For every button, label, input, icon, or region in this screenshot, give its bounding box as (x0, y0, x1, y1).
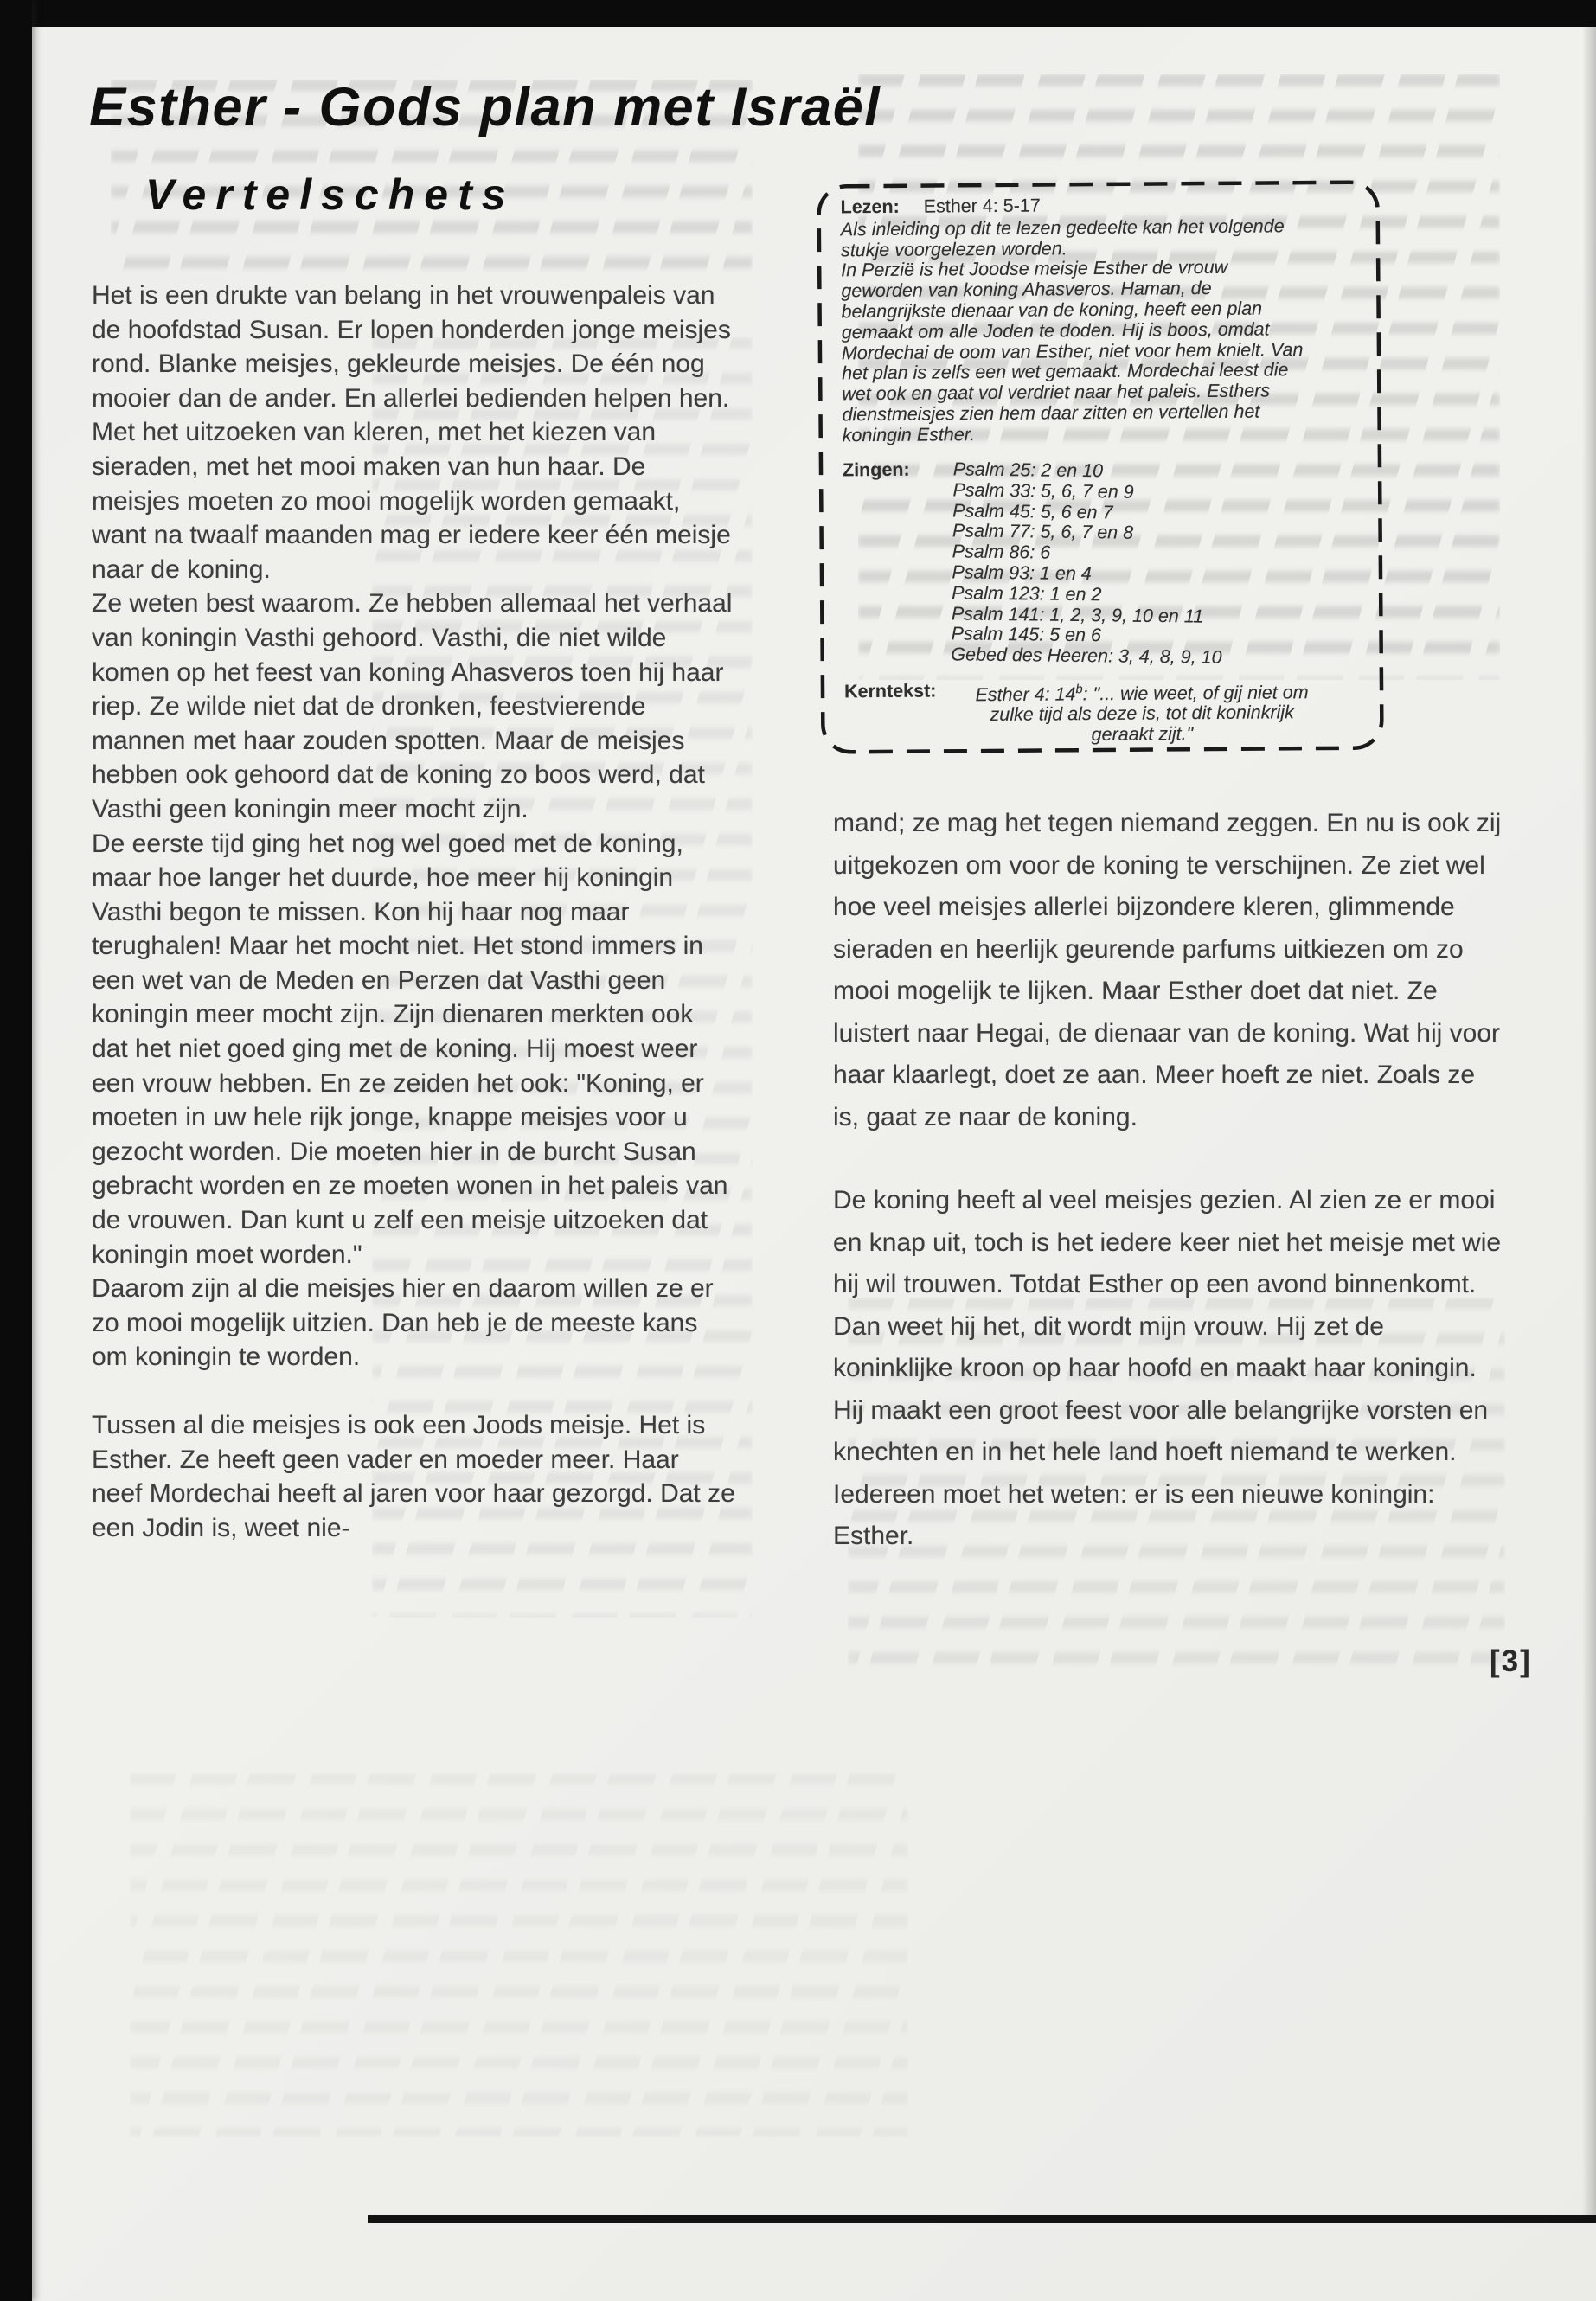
psalm-item: Gebed des Heeren: 3, 4, 8, 9, 10 (951, 644, 1222, 668)
psalm-item: Psalm 45: 5, 6 en 7 (952, 499, 1113, 522)
bleedthrough-artifact (130, 1773, 908, 2137)
scan-edge-top (0, 0, 1596, 27)
kerntekst-text (972, 678, 1312, 747)
psalm-item: Psalm 141: 1, 2, 3, 9, 10 en 11 (951, 602, 1204, 626)
psalm-item: Psalm 145: 5 en 6 (951, 623, 1102, 646)
lezen-row (841, 194, 1308, 218)
left-paragraph-2: Ze weten best waarom. Ze hebben allemaal het verhaal van koningin Vasthi gehoord. Vasthi, die niet wilde komen op het feest van koning Ahasveros toen hij haar riep. Ze wilde niet dat de dronken, feestvierende mannen met haar zouden spotten. Maar de meisjes hebben ook gehoord dat de koning zo boos werd, dat Vasthi geen koningin meer mocht zijn. (92, 589, 733, 824)
left-paragraph-1: Het is een drukte van belang in het vrouwenpaleis van de hoofdstad Susan. Er lopen honderden jonge meisjes rond. Blanke meisjes, gekleurde meisjes. De één nog mooier dan de ander. En allerlei bedienden helpen hen. Met het uitzoeken van kleren, met het kiezen van sieraden, met het mooi maken van hun haar. De meisjes moeten zo mooi mogelijk worden gemaakt, want na twaalf maanden mag er iedere keer één meisje naar de koning. (92, 281, 731, 584)
psalm-list (951, 459, 1224, 669)
page-number: [3] (1490, 1644, 1532, 1678)
info-box (816, 179, 1384, 754)
kerntekst-row (844, 678, 1312, 748)
lezen-reference: Esther 4: 5-17 (923, 195, 1041, 217)
kerntekst-reference: Esther 4: 14 (975, 683, 1076, 705)
right-paragraph-1: mand; ze mag het tegen niemand zeggen. En nu is ook zij uitgekozen om voor de koning te verschijnen. Ze ziet wel hoe veel meisjes allerlei bijzondere kleren, glimmende sieraden en heerlijk geurende parfums uitkiezen om zo mooi mogelijk te lijken. Maar Esther doet dat niet. Ze luistert naar Hegai, de dienaar van de koning. Wat hij voor haar klaarlegt, doet ze aan. Meer hoeft ze niet. Zoals ze is, gaat ze naar de koning. (833, 809, 1502, 1131)
kerntekst-quote: : "... wie weet, of gij niet om zulke tijd als deze is, tot dit koninkrijk geraakt zijt." (990, 681, 1309, 746)
psalm-item: Psalm 33: 5, 6, 7 en 9 (952, 478, 1134, 503)
scan-edge-right (1582, 27, 1596, 2215)
kerntekst-label: Kerntekst: (843, 680, 937, 702)
psalm-item: Psalm 77: 5, 6, 7 en 8 (952, 520, 1134, 543)
left-column (92, 279, 736, 1545)
left-paragraph-5: Tussen al die meisjes is ook een Joods meisje. Het is Esther. Ze heeft geen vader en moeder meer. Haar neef Mordechai heeft al jaren voor haar gezorgd. Dat ze een Jodin is, weet nie- (92, 1411, 735, 1542)
page-subtitle: Vertelschets (145, 170, 516, 219)
lezen-summary: In Perzië is het Joodse meisje Esther de vrouw geworden van koning Ahasveros. Haman, de belangrijkste dienaar van de koning, heeft een plan gemaakt om alle Joden te doden. Hij is boos, omdat Mordechai de oom van Esther, niet voor hem knielt. Van het plan is zelfs een wet gemaakt. Mordechai leest die wet ook en gaat vol verdriet naar het paleis. Esthers dienstmeisjes zien hem daar zitten en vertellen het koningin Esther. (841, 257, 1304, 446)
psalm-item: Psalm 86: 6 (952, 541, 1051, 563)
left-paragraph-3: De eerste tijd ging het nog wel goed met de koning, maar hoe langer het duurde, hoe meer hij koningin Vasthi begon te missen. Kon hij haar nog maar terughalen! Maar het mocht niet. Het stond immers in een wet van de Meden en Perzen dat Vasthi geen koningin meer mocht zijn. Zijn dienaren merkten ook dat het niet goed ging met de koning. Hij moest weer een vrouw hebben. En ze zeiden het ook: "Koning, er moeten in uw hele rijk jonge, knappe meisjes voor u gezocht worden. Die moeten hier in de burcht Susan gebracht worden en ze moeten wonen in het paleis van de vrouwen. Dan kunt u zelf een meisje uitzoeken dat koningin moet worden." (92, 829, 728, 1269)
left-paragraph-4: Daarom zijn al die meisjes hier en daarom willen ze er zo mooi mogelijk uitzien. Dan heb je de meeste kans om koningin te worden. (92, 1274, 714, 1372)
page-title: Esther - Gods plan met Israël (89, 77, 881, 138)
right-paragraph-2: De koning heeft al veel meisjes gezien. Al zien ze er mooi en knap uit, toch is het iedere keer niet het meisje met wie hij wil trouwen. Totdat Esther op een avond binnenkomt. Dan weet hij het, dit wordt mijn vrouw. Hij zet de koninklijke kroon op haar hoofd en maakt haar koningin. Hij maakt een groot feest voor alle belangrijke vorsten en knechten en in het hele land hoeft niemand te werken. Iedereen moet het weten: er is een nieuwe koningin: Esther. (833, 1186, 1502, 1550)
kerntekst-reference-sup: b (1075, 682, 1083, 696)
zingen-row (843, 457, 1311, 666)
psalm-item: Psalm 123: 1 en 2 (952, 581, 1102, 605)
psalm-item: Psalm 93: 1 en 4 (952, 561, 1092, 584)
psalm-item: Psalm 25: 2 en 10 (952, 458, 1104, 481)
info-box-content (841, 194, 1312, 747)
right-column (833, 803, 1503, 1558)
scan-edge-left (0, 0, 32, 2301)
lezen-label: Lezen: (840, 195, 900, 218)
lezen-intro: Als inleiding op dit te lezen gedeelte kan het volgende stukje voorgelezen worden. (840, 215, 1285, 260)
scan-edge-bottom-line (368, 2215, 1596, 2223)
zingen-label: Zingen: (842, 458, 910, 480)
